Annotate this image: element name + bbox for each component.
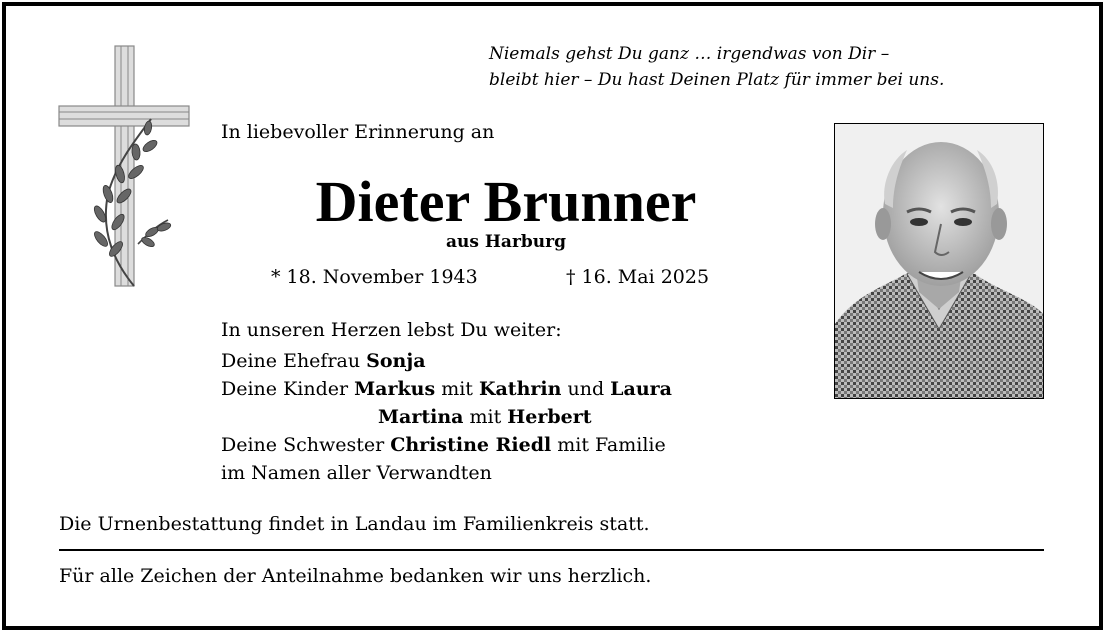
wife-prefix: Deine Ehefrau: [221, 350, 367, 372]
connector-text: und: [561, 378, 611, 400]
quote-line-1: Niemals gehst Du ganz … irgendwas von Dir –: [489, 44, 890, 64]
thanks-text: Für alle Zeichen der Anteilnahme bedanken wir uns herzlich.: [59, 565, 652, 587]
intro-text: In liebevoller Erinnerung an: [221, 121, 495, 143]
sister-suffix: mit Familie: [551, 434, 666, 456]
quote-line-2: bleibt hier – Du hast Deinen Platz für immer bei uns.: [489, 70, 945, 90]
children-prefix: Deine Kinder: [221, 378, 355, 400]
urn-notice: Die Urnenbestattung findet in Landau im Familienkreis statt.: [59, 513, 650, 535]
bereaved-heading: In unseren Herzen lebst Du weiter:: [221, 319, 562, 341]
bereaved-sister: [221, 431, 672, 459]
birth-date: * 18. November 1943: [271, 266, 478, 288]
divider-line: [59, 549, 1044, 551]
child-name: Martina: [378, 406, 464, 428]
deceased-origin: aus Harburg: [446, 232, 566, 252]
bereaved-closing: im Namen aller Verwandten: [221, 462, 492, 484]
connector-text: mit: [435, 378, 479, 400]
death-date: † 16. Mai 2025: [566, 266, 710, 288]
obituary-notice: [2, 2, 1103, 630]
cross-icon: [56, 44, 192, 294]
bereaved-children: [221, 375, 672, 403]
sister-prefix: Deine Schwester: [221, 434, 391, 456]
partner-name: Kathrin: [478, 378, 562, 400]
bereaved-children-cont: [221, 403, 672, 431]
portrait-photo: [834, 123, 1044, 399]
child-name: Laura: [610, 378, 672, 400]
bereaved-list: [221, 316, 672, 487]
connector-text: mit: [463, 406, 508, 428]
bereaved-wife: [221, 347, 672, 375]
partner-name: Herbert: [507, 406, 592, 428]
sister-name: Christine Riedl: [390, 434, 552, 456]
child-name: Markus: [354, 378, 436, 400]
wife-name: Sonja: [366, 350, 426, 372]
deceased-name: Dieter Brunner: [315, 169, 697, 234]
